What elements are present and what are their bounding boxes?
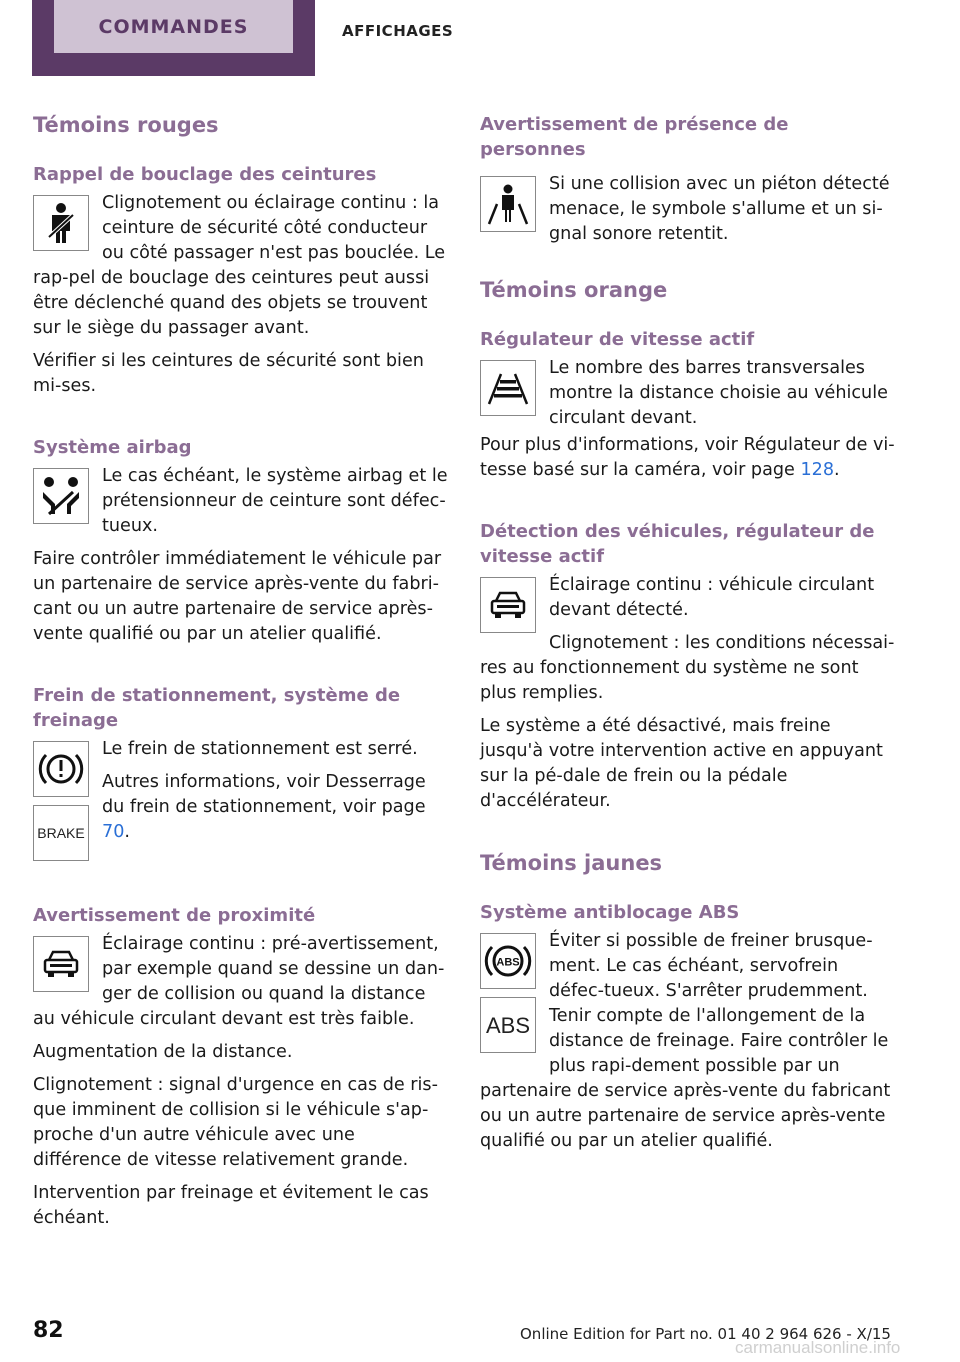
abs-circle-label: ABS — [496, 956, 520, 969]
right-column — [480, 112, 898, 1154]
person-heading: Avertissement de présence de personnes — [480, 114, 789, 160]
brake-icon-label: BRAKE — [37, 824, 85, 841]
proximity-text3: Clignotement : signal d'urgence en cas de ris-que imminent de collision si le véhicule s'ap-proche d'un autre véhicule avec une différence de vitesse relativement grande. — [33, 1075, 438, 1170]
parking-brake-text: Le frein de stationnement est serré. — [102, 739, 418, 759]
abs-circle-icon — [480, 933, 536, 989]
person-text: Si une collision avec un piéton détecté menace, le symbole s'allume et un si-gnal sonore retentit. — [549, 174, 890, 244]
tab-commandes[interactable] — [32, 0, 315, 76]
parking-brake-heading: Frein de stationnement, système de freinage — [33, 685, 401, 731]
proximity-entry — [33, 932, 448, 1032]
abs-icons — [480, 933, 536, 1061]
proximity-text2: Augmentation de la distance. — [33, 1042, 293, 1062]
airbag-heading: Système airbag — [33, 437, 192, 458]
page-number: 82 — [33, 1318, 64, 1343]
seatbelt-icon — [33, 195, 89, 251]
abs-heading: Système antiblocage ABS — [480, 902, 740, 923]
section-title-red: Témoins rouges — [33, 113, 219, 137]
airbag-icon — [33, 468, 89, 524]
cruise-heading: Régulateur de vitesse actif — [480, 329, 755, 350]
header-tabs — [0, 0, 960, 76]
detection-text3: Le système a été désactivé, mais freine jusqu'à votre intervention active en appuyant sur la pé-dale de frein ou la pédale d'accélérateur. — [480, 716, 883, 811]
proximity-text: Éclairage continu : pré-avertissement, par exemple quand se dessine un dan-ger de collision ou quand la distance au véhicule circulant devant est très faible. — [33, 934, 445, 1029]
tab-commandes-label: COMMANDES — [54, 0, 293, 53]
parking-brake-entry — [33, 737, 448, 875]
detection-heading: Détection des véhicules, régulateur de vitesse actif — [480, 521, 875, 567]
page-link-70[interactable]: 70 — [102, 822, 125, 842]
seatbelt-text2: Vérifier si les ceintures de sécurité sont bien mi-ses. — [33, 351, 424, 396]
cruise-text: Le nombre des barres transversales montre la distance choisie au véhicule circulant devant. — [549, 358, 888, 428]
left-column — [33, 112, 448, 1231]
edition-note: Online Edition for Part no. 01 40 2 964 626 - X/15 — [520, 1325, 891, 1343]
page-link-128[interactable]: 128 — [800, 460, 835, 480]
section-title-yellow: Témoins jaunes — [480, 851, 663, 875]
car-proximity-icon — [33, 936, 89, 992]
seatbelt-text: Clignotement ou éclairage continu : la ceinture de sécurité côté conducteur ou côté passager n'est pas bouclée. Le rap-pel de bouclage des ceintures peut aussi être déclenché quand des objets se trouvent sur le siège du passager avant. — [33, 193, 446, 338]
detection-text2: Clignotement : les conditions nécessai-res au fonctionnement du système ne sont plus remplies. — [480, 633, 895, 703]
car-detected-icon — [480, 577, 536, 633]
watermark: carmanualsonline.info — [735, 1338, 901, 1357]
brake-icon — [33, 805, 89, 861]
detection-text: Éclairage continu : véhicule circulant devant détecté. — [549, 575, 875, 620]
proximity-heading: Avertissement de proximité — [33, 905, 316, 926]
pedestrian-icon — [480, 176, 536, 232]
seatbelt-entry — [33, 191, 448, 341]
detection-entry — [480, 573, 898, 706]
parking-brake-text2: Autres informations, voir Desserrage du frein de stationnement, voir page 70. — [102, 772, 426, 842]
cruise-entry — [480, 356, 898, 431]
cruise-text2: Pour plus d'informations, voir Régulateur de vi-tesse basé sur la caméra, voir page 128. — [480, 435, 895, 480]
section-title-orange: Témoins orange — [480, 278, 668, 302]
airbag-text2: Faire contrôler immédiatement le véhicule par un partenaire de service après-vente du fabri-cant ou un autre partenaire de service après-vente qualifié ou par un atelier qualifié. — [33, 549, 442, 644]
abs-entry — [480, 929, 898, 1154]
airbag-text: Le cas échéant, le système airbag et le prétensionneur de ceinture sont défec-tueux. — [102, 466, 448, 536]
parking-brake-icons — [33, 741, 89, 869]
abs-icon-label: ABS — [485, 1012, 531, 1038]
seatbelt-heading: Rappel de bouclage des ceintures — [33, 164, 377, 185]
tab-affichages[interactable]: AFFICHAGES — [342, 22, 454, 40]
parking-brake-icon — [33, 741, 89, 797]
abs-text-icon — [480, 997, 536, 1053]
proximity-text4: Intervention par freinage et évitement le cas échéant. — [33, 1183, 429, 1228]
cruise-distance-icon — [480, 360, 536, 416]
abs-text: Éviter si possible de freiner brusque-ment. Le cas échéant, servofrein défec-tueux. S'arrêter prudemment. Tenir compte de l'allongement de la distance de freinage. Faire contrôler le plus rapi-dement possible par un partenaire de service après-vente du fabricant ou un autre partenaire de service après-vente qualifié ou par un atelier qualifié. — [480, 931, 891, 1151]
airbag-entry — [33, 464, 448, 539]
person-entry — [480, 172, 898, 247]
